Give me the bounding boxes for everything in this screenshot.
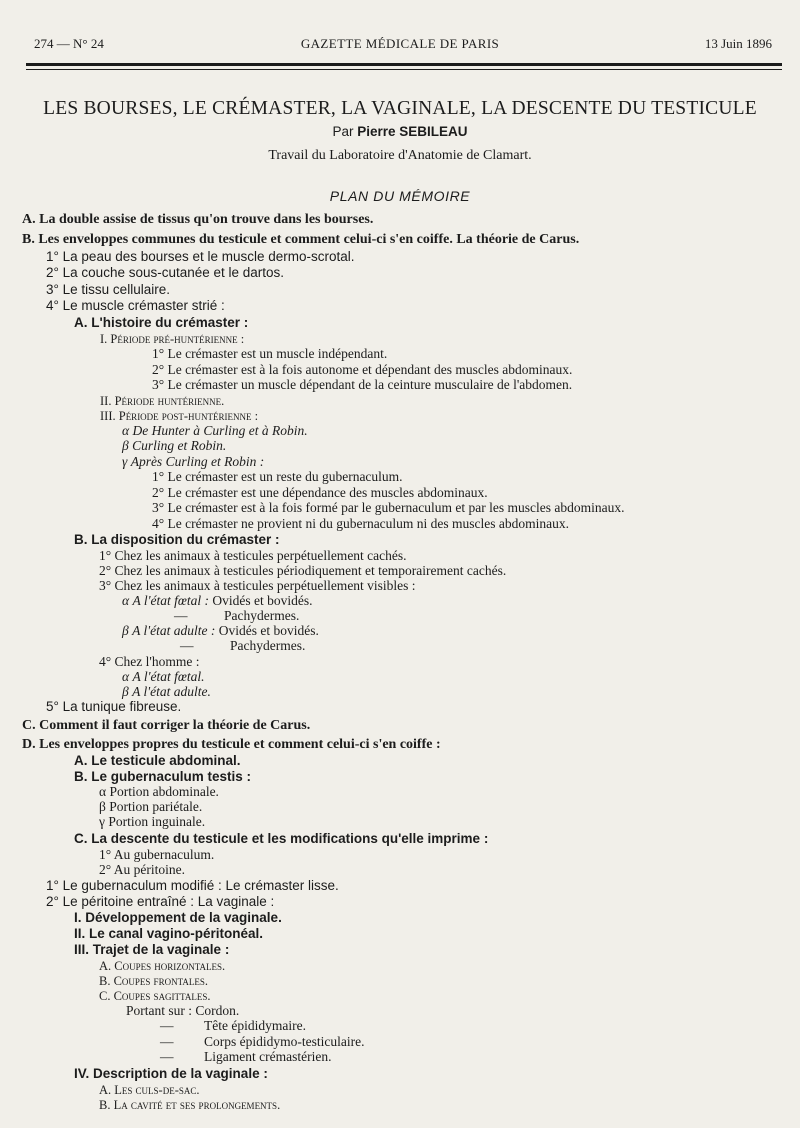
outline-line: — [160, 1049, 174, 1064]
outline-detail: Ligament crémastérien. [204, 1049, 332, 1064]
outline-line: — [160, 1018, 174, 1033]
plan-heading: PLAN DU MÉMOIRE [329, 188, 471, 204]
outline-line: γ Portion inguinale. [99, 814, 206, 829]
outline-line: I. Période pré-huntérienne : [100, 332, 245, 346]
outline-line: α Portion abdominale. [99, 784, 219, 799]
outline-line: α De Hunter à Curling et à Robin. [122, 423, 308, 438]
outline-line: 4° Le muscle crémaster strié : [46, 298, 225, 313]
header-rule-thick [26, 63, 782, 66]
outline-line: 1° La peau des bourses et le muscle dermo-scrotal. [46, 249, 355, 264]
issue-date: 13 Juin 1896 [704, 36, 772, 51]
outline-line: γ Après Curling et Robin : [122, 454, 265, 469]
outline-line: IV. Description de la vaginale : [74, 1066, 268, 1081]
author-name: Pierre SEBILEAU [357, 124, 468, 139]
outline-detail: Ovidés et bovidés. [208, 593, 313, 608]
outline-line: — [174, 608, 188, 623]
outline-line: α A l'état fœtal. [122, 669, 205, 684]
laboratory-line: Travail du Laboratoire d'Anatomie de Clamart. [268, 148, 532, 163]
outline-line: — [180, 638, 194, 653]
outline-line: C. La descente du testicule et les modifications qu'elle imprime : [74, 831, 489, 846]
header-rule-thin [26, 69, 782, 70]
outline-line: B. Les enveloppes communes du testicule et comment celui-ci s'en coiffe. La théorie de Carus. [22, 232, 580, 247]
article-author [0, 124, 800, 139]
outline-line: 3° Le tissu cellulaire. [46, 282, 170, 297]
outline-label: β A l'état adulte : [122, 623, 216, 638]
outline-line: — [160, 1034, 174, 1049]
outline-line: B. Le gubernaculum testis : [74, 769, 252, 784]
outline-label: α A l'état fœtal : [122, 593, 209, 608]
outline-line: 2° La couche sous-cutanée et le dartos. [46, 265, 285, 280]
outline-line: 2° Le crémaster est à la fois autonome et dépendant des muscles abdominaux. [152, 362, 573, 377]
outline-detail: Pachydermes. [224, 608, 300, 623]
outline-line: β Portion pariétale. [99, 799, 203, 814]
outline-line: A. La double assise de tissus qu'on trouve dans les bourses. [22, 212, 374, 227]
page-number: 274 — N° 24 [34, 36, 104, 51]
outline-line: B. La cavité et ses prolongements. [99, 1098, 281, 1112]
outline-line: β A l'état adulte. [122, 684, 211, 699]
outline-line: B. Coupes frontales. [99, 974, 208, 988]
outline-line: 1° Au gubernaculum. [99, 847, 215, 862]
outline-line: C. Comment il faut corriger la théorie de Carus. [22, 718, 311, 733]
outline-line: 1° Le gubernaculum modifié : Le crémaster lisse. [46, 878, 339, 893]
outline-line: C. Coupes sagittales. [99, 989, 211, 1003]
outline-line: A. Le testicule abdominal. [74, 753, 241, 768]
article-title: LES BOURSES, LE CRÉMASTER, LA VAGINALE, LA DESCENTE DU TESTICULE [43, 98, 757, 119]
outline-line: 4° Le crémaster ne provient ni du gubernaculum ni des muscles abdominaux. [152, 516, 570, 531]
outline-detail: Corps épididymo-testiculaire. [204, 1034, 365, 1049]
outline-line: 2° Le crémaster est une dépendance des muscles abdominaux. [152, 485, 488, 500]
outline-line: 2° Au péritoine. [99, 862, 186, 877]
outline-line: 5° La tunique fibreuse. [46, 699, 182, 714]
outline-line: 2° Le péritoine entraîné : La vaginale : [46, 894, 275, 909]
outline-line: D. Les enveloppes propres du testicule et comment celui-ci s'en coiffe : [22, 737, 441, 752]
outline-detail: Ovidés et bovidés. [215, 623, 319, 638]
author-prefix: Par [332, 124, 354, 139]
outline-line: β Curling et Robin. [122, 438, 227, 453]
outline-line: 1° Le crémaster est un reste du gubernaculum. [152, 469, 403, 484]
outline-line: II. Période huntérienne. [100, 394, 225, 408]
outline-line [122, 593, 312, 609]
outline-line: Portant sur : Cordon. [126, 1003, 240, 1018]
outline-detail: Pachydermes. [230, 638, 306, 653]
outline-line: 1° Chez les animaux à testicules perpétuellement cachés. [99, 548, 407, 563]
outline-line: B. La disposition du crémaster : [74, 532, 280, 547]
outline-line: 2° Chez les animaux à testicules périodiquement et temporairement cachés. [99, 563, 507, 578]
running-header [0, 36, 800, 56]
outline-line: 3° Chez les animaux à testicules perpétuellement visibles : [99, 578, 416, 593]
outline-line: I. Développement de la vaginale. [74, 910, 282, 925]
outline-line: 1° Le crémaster est un muscle indépendant. [152, 346, 388, 361]
outline-line: A. Coupes horizontales. [99, 959, 226, 973]
outline-detail: Tête épididymaire. [204, 1018, 306, 1033]
journal-name: GAZETTE MÉDICALE DE PARIS [300, 36, 500, 51]
outline-line: III. Trajet de la vaginale : [74, 942, 230, 957]
outline-line: A. Les culs-de-sac. [99, 1083, 200, 1097]
outline-line: II. Le canal vagino-péritonéal. [74, 926, 264, 941]
outline-line: 3° Le crémaster un muscle dépendant de la ceinture musculaire de l'abdomen. [152, 377, 573, 392]
outline-line: A. L'histoire du crémaster : [74, 315, 249, 330]
outline-line: 4° Chez l'homme : [99, 654, 200, 669]
outline-line: III. Période post-huntérienne : [100, 409, 259, 423]
outline-line [122, 623, 319, 639]
outline-line: 3° Le crémaster est à la fois formé par le gubernaculum et par les muscles abdominaux. [152, 500, 625, 515]
